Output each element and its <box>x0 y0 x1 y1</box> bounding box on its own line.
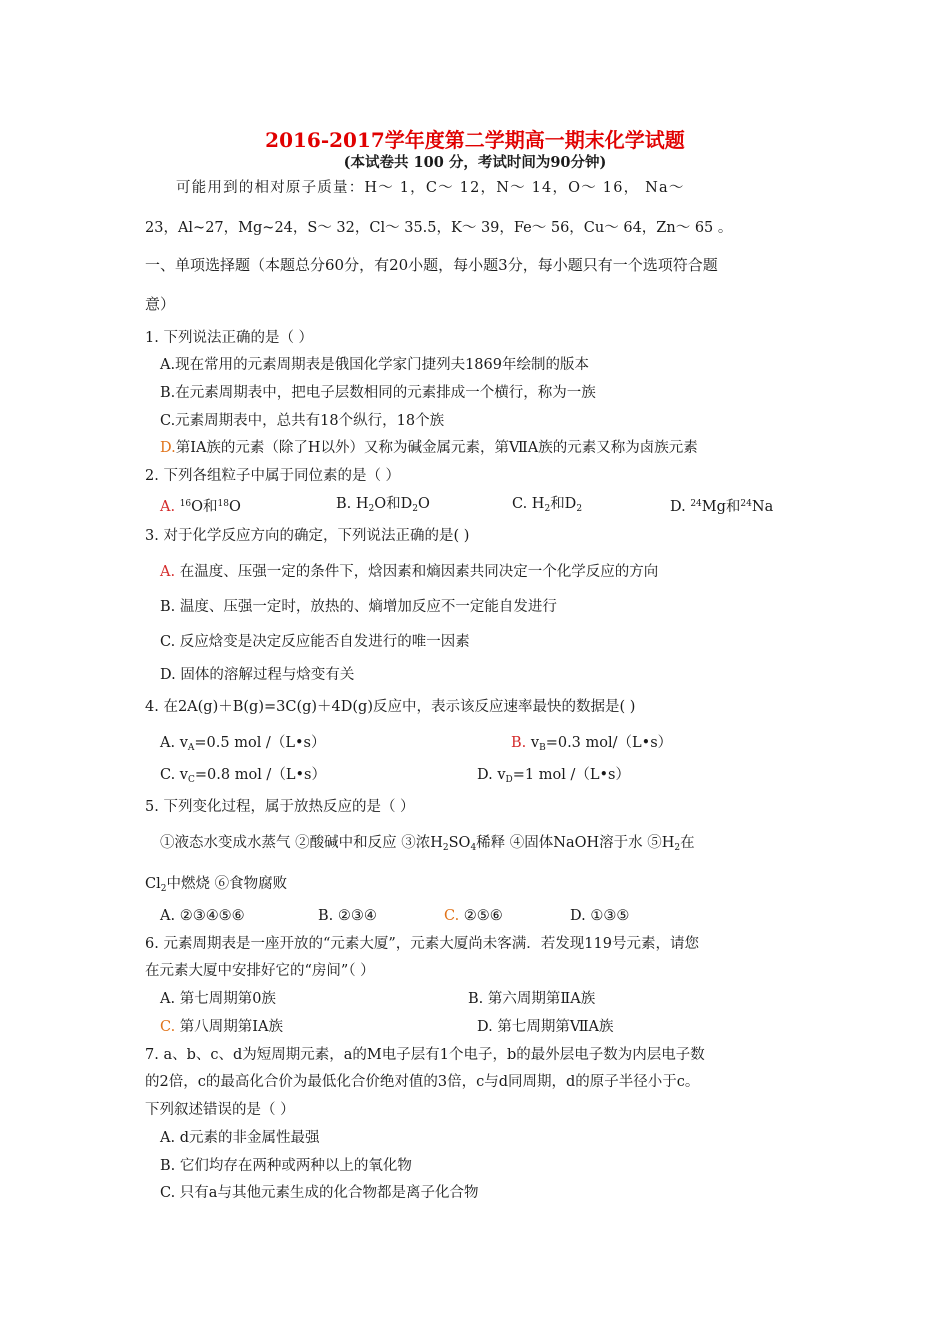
section-heading-line-1: 一、单项选择题（本题总分60分，有20小题，每小题3分，每小题只有一个选项符合题 <box>145 256 718 274</box>
q1-option-a: A.现在常用的元素周期表是俄国化学家门捷列夫1869年绘制的版本 <box>160 357 589 373</box>
q6-option-a: A. 第七周期第0族 <box>160 991 276 1007</box>
q4-option-b <box>511 733 672 758</box>
q2-stem: 2. 下列各组粒子中属于同位素的是（ ） <box>145 468 401 484</box>
atomic-mass-line-2: 23，Al~27，Mg~24，S～ 32，Cl～ 35.5，K～ 39，Fe～ 56，Cu～ 64，Zn～ 65 。 <box>145 220 733 236</box>
q7-stem-line-1: 7. a、b、c、d为短周期元素，a的M电子层有1个电子，b的最外层电子数为内层电子数 <box>145 1047 705 1063</box>
q7-option-a: A. d元素的非金属性最强 <box>160 1130 320 1146</box>
q3-option-b: B. 温度、压强一定时，放热的、熵增加反应不一定能自发进行 <box>160 599 557 615</box>
q2-c-sub-2: 2 <box>576 504 583 514</box>
q2-option-b <box>336 494 430 519</box>
q5-items-pre: ①液态水变成水蒸气 ②酸碱中和反应 ③浓H <box>160 835 443 851</box>
q5-items2-end: 中燃烧 ⑥食物腐败 <box>166 876 288 892</box>
q1-answer-mark: D. <box>160 440 176 456</box>
section-heading-line-2: 意） <box>145 295 176 313</box>
q5-items-sub-1: 2 <box>442 843 449 853</box>
q2-b-mid: O和D <box>374 496 413 512</box>
q2-d-mass-2: 24 <box>740 499 752 509</box>
q2-d-end: Na <box>751 499 774 515</box>
q3-option-a <box>160 562 658 582</box>
q4-c-end: =0.8 mol /（L•s） <box>194 767 326 783</box>
q7-stem-line-2: 的2倍，c的最高化合价为最低化合价绝对值的3倍，c与d同周期，d的原子半径小于c。 <box>145 1074 700 1090</box>
q7-option-c: C. 只有a与其他元素生成的化合物都是离子化合物 <box>160 1185 479 1201</box>
q2-a-mid: O和 <box>191 499 218 515</box>
q2-b-sub-2: 2 <box>412 504 419 514</box>
q5-option-d: D. ①③⑤ <box>570 908 630 924</box>
q5-option-c <box>444 906 503 926</box>
q2-option-c <box>512 494 582 519</box>
atomic-mass-line-1: 可能用到的相对原子质量：H～ 1，C～ 12，N～ 14，O～ 16， Na～ <box>176 180 685 196</box>
q3-answer-mark: A. <box>160 564 176 580</box>
q5-option-b: B. ②③④ <box>318 908 377 924</box>
q3-stem: 3. 对于化学反应方向的确定，下列说法正确的是( ) <box>145 528 470 544</box>
q2-b-sub-1: 2 <box>368 504 375 514</box>
q7-stem-line-3: 下列叙述错误的是（ ） <box>145 1102 295 1118</box>
q2-d-mass-1: 24 <box>690 499 702 509</box>
q6-stem-line-1: 6. 元素周期表是一座开放的“元素大厦”，元素大厦尚未客满．若发现119号元素，请您 <box>145 936 699 952</box>
q4-a-end: =0.5 mol /（L•s） <box>194 735 326 751</box>
q6-option-d: D. 第七周期第ⅦA族 <box>477 1019 614 1035</box>
q4-c-pre: C. v <box>160 767 188 783</box>
q5-items-sub-3: 2 <box>674 843 681 853</box>
q3-option-a-text: 在温度、压强一定的条件下，焓因素和熵因素共同决定一个化学反应的方向 <box>179 564 659 580</box>
q4-c-sub: C <box>188 775 195 785</box>
exam-title: 2016-2017学年度第二学期高一期末化学试题 <box>265 128 685 152</box>
q5-option-c-text: ②⑤⑥ <box>459 908 503 924</box>
q4-stem: 4. 在2A(g)＋B(g)=3C(g)＋4D(g)反应中，表示该反应速率最快的数据是( ) <box>145 699 636 715</box>
q6-answer-mark: C. <box>160 1019 176 1035</box>
q2-d-pre: D. <box>670 499 691 515</box>
q5-stem: 5. 下列变化过程，属于放热反应的是（ ） <box>145 799 415 815</box>
q5-items-sub-2: 4 <box>470 843 477 853</box>
q5-items-mid: SO <box>448 835 471 851</box>
q4-b-sub: B <box>539 743 546 753</box>
exam-subtitle: (本试卷共 100 分，考试时间为90分钟) <box>343 154 607 171</box>
q2-d-mid: Mg和 <box>701 499 741 515</box>
q1-option-b: B.在元素周期表中，把电子层数相同的元素排成一个横行，称为一族 <box>160 385 596 401</box>
q1-stem: 1. 下列说法正确的是（ ） <box>145 330 314 346</box>
q5-option-a: A. ②③④⑤⑥ <box>160 908 245 924</box>
q1-option-d <box>160 438 698 458</box>
q6-stem-line-2: 在元素大厦中安排好它的“房间”（ ） <box>145 963 375 979</box>
q2-c-mid: 和D <box>550 496 577 512</box>
q6-option-c-text: 第八周期第ⅠA族 <box>175 1019 283 1035</box>
q2-c-pre: C. H <box>512 496 545 512</box>
q5-items-end: 在 <box>680 835 695 851</box>
q4-answer-mark: B. <box>511 735 527 751</box>
q5-answer-mark: C. <box>444 908 460 924</box>
q6-option-b: B. 第六周期第ⅡA族 <box>468 991 596 1007</box>
q5-items-line-1 <box>160 833 695 858</box>
q2-c-sub-1: 2 <box>544 504 551 514</box>
q4-d-sub: D <box>505 775 513 785</box>
q2-answer-mark: A. <box>160 499 176 515</box>
q3-option-d: D. 固体的溶解过程与焓变有关 <box>160 667 355 683</box>
q4-b-end: =0.3 mol/（L•s） <box>545 735 673 751</box>
q5-items2-pre: Cl <box>145 876 161 892</box>
q4-option-d <box>477 765 630 790</box>
q4-a-pre: A. v <box>160 735 188 751</box>
q4-option-a <box>160 733 325 758</box>
q4-d-end: =1 mol /（L•s） <box>512 767 630 783</box>
q2-option-d <box>670 494 773 517</box>
q2-b-end: O <box>418 496 430 512</box>
q5-items-mid-2: 稀释 ④固体NaOH溶于水 ⑤H <box>476 835 675 851</box>
q5-items-line-2 <box>145 874 287 899</box>
q5-items2-sub: 2 <box>160 884 167 894</box>
q2-b-pre: B. H <box>336 496 369 512</box>
q2-a-end: O <box>229 499 241 515</box>
q1-option-c: C.元素周期表中，总共有18个纵行，18个族 <box>160 413 445 429</box>
q1-option-d-text: 第ⅠA族的元素（除了H以外）又称为碱金属元素，第ⅦA族的元素又称为卤族元素 <box>175 440 698 456</box>
q4-a-sub: A <box>187 743 195 753</box>
q4-b-pre: v <box>526 735 540 751</box>
q4-option-c <box>160 765 326 790</box>
q2-option-a <box>160 494 241 517</box>
q7-option-b: B. 它们均存在两种或两种以上的氧化物 <box>160 1158 412 1174</box>
q2-a-mass-1: 16 <box>179 499 192 509</box>
q4-d-pre: D. v <box>477 767 506 783</box>
q3-option-c: C. 反应焓变是决定反应能否自发进行的唯一因素 <box>160 634 470 650</box>
q6-option-c <box>160 1017 283 1037</box>
q2-a-mass-2: 18 <box>217 499 229 509</box>
